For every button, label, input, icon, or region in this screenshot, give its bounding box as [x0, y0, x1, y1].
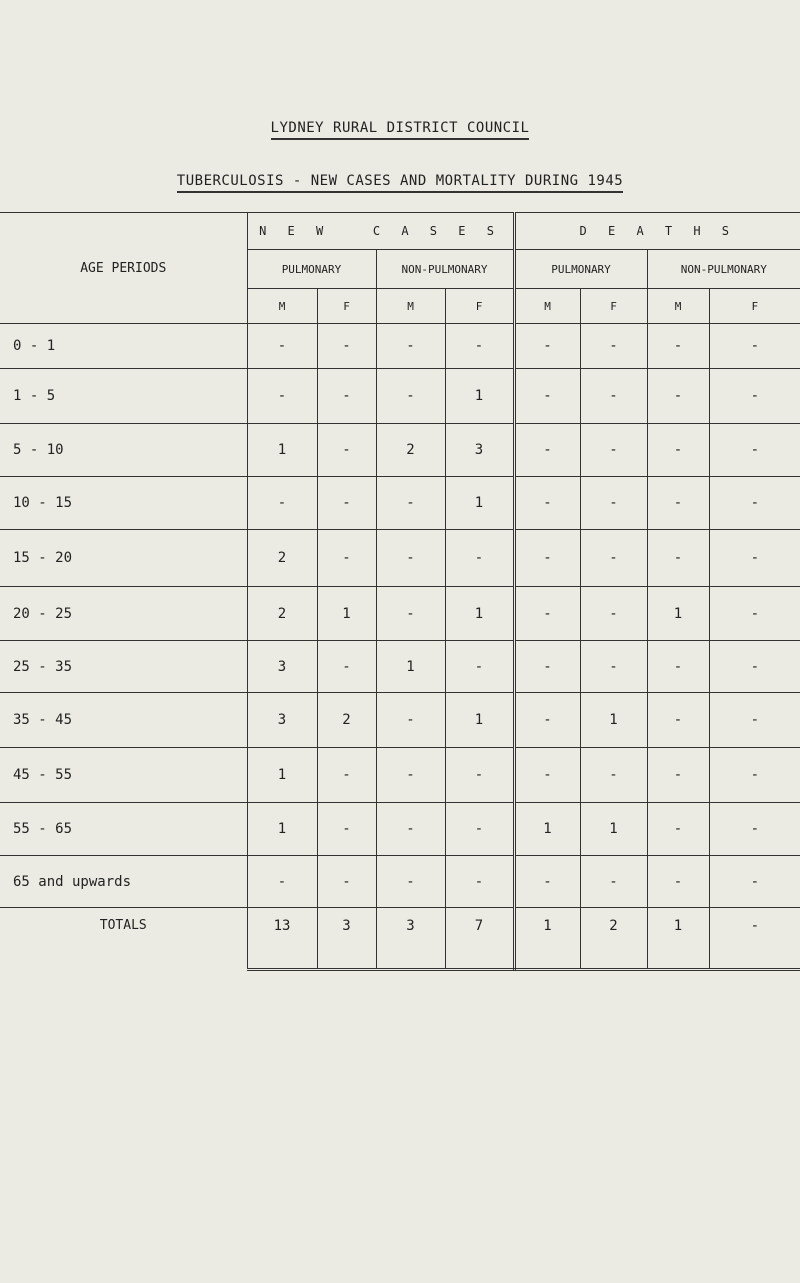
col-f: F — [709, 289, 800, 324]
table-cell: - — [376, 324, 445, 369]
table-row — [0, 530, 800, 587]
new-cases-header: N E W C A S E S — [247, 213, 514, 250]
table-row — [0, 856, 800, 908]
total-cell: 7 — [445, 908, 514, 970]
table-cell: - — [247, 369, 317, 424]
table-cell: 3 — [247, 641, 317, 693]
col-m: M — [514, 289, 580, 324]
table-cell: - — [317, 803, 376, 856]
table-cell: - — [317, 641, 376, 693]
table-cell: - — [445, 324, 514, 369]
table-cell: - — [317, 856, 376, 908]
table-row — [0, 324, 800, 369]
table-cell: - — [580, 477, 647, 530]
table-cell: - — [647, 324, 709, 369]
table-cell: - — [709, 803, 800, 856]
council-title: LYDNEY RURAL DISTRICT COUNCIL — [0, 120, 800, 140]
table-cell: - — [709, 324, 800, 369]
table-cell: - — [317, 477, 376, 530]
table-row — [0, 477, 800, 530]
total-cell: 13 — [247, 908, 317, 970]
deaths-header: D E A T H S — [514, 213, 800, 250]
table-cell: - — [580, 587, 647, 641]
table-cell: - — [376, 748, 445, 803]
table-cell: - — [709, 748, 800, 803]
table-cell: - — [580, 530, 647, 587]
age-period-label: 20 - 25 — [0, 587, 247, 641]
table-cell: - — [580, 641, 647, 693]
table-cell: - — [376, 477, 445, 530]
table-cell: 1 — [445, 693, 514, 748]
tb-table — [0, 212, 800, 971]
table-cell: - — [709, 477, 800, 530]
col-m: M — [247, 289, 317, 324]
table-cell: 1 — [647, 587, 709, 641]
total-cell: 2 — [580, 908, 647, 970]
table-cell: - — [709, 369, 800, 424]
table-cell: - — [514, 477, 580, 530]
total-cell: 3 — [376, 908, 445, 970]
age-period-label: 25 - 35 — [0, 641, 247, 693]
table-cell: - — [317, 530, 376, 587]
table-row — [0, 369, 800, 424]
table-cell: 2 — [247, 587, 317, 641]
table-cell: - — [376, 856, 445, 908]
col-f: F — [580, 289, 647, 324]
table-cell: - — [445, 856, 514, 908]
age-periods-header: AGE PERIODS — [0, 213, 247, 324]
table-cell: - — [514, 748, 580, 803]
table-cell: 1 — [445, 587, 514, 641]
table-cell: - — [514, 424, 580, 477]
total-cell: - — [709, 908, 800, 970]
table-cell: 1 — [247, 748, 317, 803]
table-cell: 2 — [317, 693, 376, 748]
table-cell: - — [647, 693, 709, 748]
table-cell: - — [580, 748, 647, 803]
table-cell: - — [709, 587, 800, 641]
table-cell: - — [647, 477, 709, 530]
table-cell: - — [709, 693, 800, 748]
table-row — [0, 424, 800, 477]
table-cell: - — [317, 369, 376, 424]
table-row — [0, 803, 800, 856]
table-cell: - — [317, 324, 376, 369]
age-period-label: 5 - 10 — [0, 424, 247, 477]
table-cell: - — [376, 803, 445, 856]
table-cell: - — [514, 530, 580, 587]
table-cell: 1 — [445, 369, 514, 424]
age-period-label: 55 - 65 — [0, 803, 247, 856]
table-cell: - — [376, 530, 445, 587]
age-period-label: 35 - 45 — [0, 693, 247, 748]
table-cell: 1 — [247, 803, 317, 856]
age-period-label: 1 - 5 — [0, 369, 247, 424]
table-cell: - — [647, 748, 709, 803]
table-cell: - — [709, 856, 800, 908]
table-cell: 3 — [247, 693, 317, 748]
table-cell: - — [580, 424, 647, 477]
col-f: F — [445, 289, 514, 324]
age-period-label: 45 - 55 — [0, 748, 247, 803]
age-period-label: 0 - 1 — [0, 324, 247, 369]
table-cell: - — [647, 369, 709, 424]
table-cell: - — [647, 424, 709, 477]
table-cell: - — [445, 803, 514, 856]
col-m: M — [376, 289, 445, 324]
table-cell: 2 — [247, 530, 317, 587]
table-cell: - — [247, 477, 317, 530]
new-non-pulmonary-header: NON-PULMONARY — [376, 250, 514, 289]
table-cell: - — [376, 587, 445, 641]
total-cell: 1 — [514, 908, 580, 970]
table-cell: 1 — [580, 803, 647, 856]
age-period-label: 15 - 20 — [0, 530, 247, 587]
table-cell: - — [317, 424, 376, 477]
table-cell: - — [376, 369, 445, 424]
deaths-non-pulmonary-header: NON-PULMONARY — [647, 250, 800, 289]
table-cell: - — [580, 369, 647, 424]
table-cell: - — [647, 803, 709, 856]
table-cell: - — [445, 530, 514, 587]
table-cell: - — [247, 856, 317, 908]
table-cell: - — [580, 856, 647, 908]
table-cell: 1 — [514, 803, 580, 856]
table-cell: 1 — [445, 477, 514, 530]
total-cell: 3 — [317, 908, 376, 970]
table-cell: - — [514, 369, 580, 424]
table-cell: - — [376, 693, 445, 748]
col-f: F — [317, 289, 376, 324]
table-cell: 1 — [247, 424, 317, 477]
table-cell: - — [514, 324, 580, 369]
table-cell: - — [709, 530, 800, 587]
table-cell: 2 — [376, 424, 445, 477]
table-cell: - — [580, 324, 647, 369]
table-cell: - — [247, 324, 317, 369]
total-cell: 1 — [647, 908, 709, 970]
table-cell: 3 — [445, 424, 514, 477]
table-cell: - — [647, 530, 709, 587]
table-cell: - — [709, 641, 800, 693]
table-cell: - — [445, 641, 514, 693]
table-row — [0, 693, 800, 748]
table-row — [0, 641, 800, 693]
table-cell: - — [317, 748, 376, 803]
totals-label: TOTALS — [0, 908, 247, 970]
table-cell: - — [709, 424, 800, 477]
table-cell: - — [514, 693, 580, 748]
age-period-label: 65 and upwards — [0, 856, 247, 908]
table-row — [0, 587, 800, 641]
age-period-label: 10 - 15 — [0, 477, 247, 530]
table-cell: 1 — [317, 587, 376, 641]
col-m: M — [647, 289, 709, 324]
table-cell: - — [514, 856, 580, 908]
totals-row — [0, 908, 800, 970]
deaths-pulmonary-header: PULMONARY — [514, 250, 647, 289]
table-cell: 1 — [376, 641, 445, 693]
table-cell: - — [514, 587, 580, 641]
table-cell: - — [647, 856, 709, 908]
table-cell: - — [514, 641, 580, 693]
table-cell: - — [445, 748, 514, 803]
table-cell: - — [647, 641, 709, 693]
table-row — [0, 748, 800, 803]
table-title: TUBERCULOSIS - NEW CASES AND MORTALITY DURING 1945 — [0, 173, 800, 193]
table-cell: 1 — [580, 693, 647, 748]
new-pulmonary-header: PULMONARY — [247, 250, 376, 289]
